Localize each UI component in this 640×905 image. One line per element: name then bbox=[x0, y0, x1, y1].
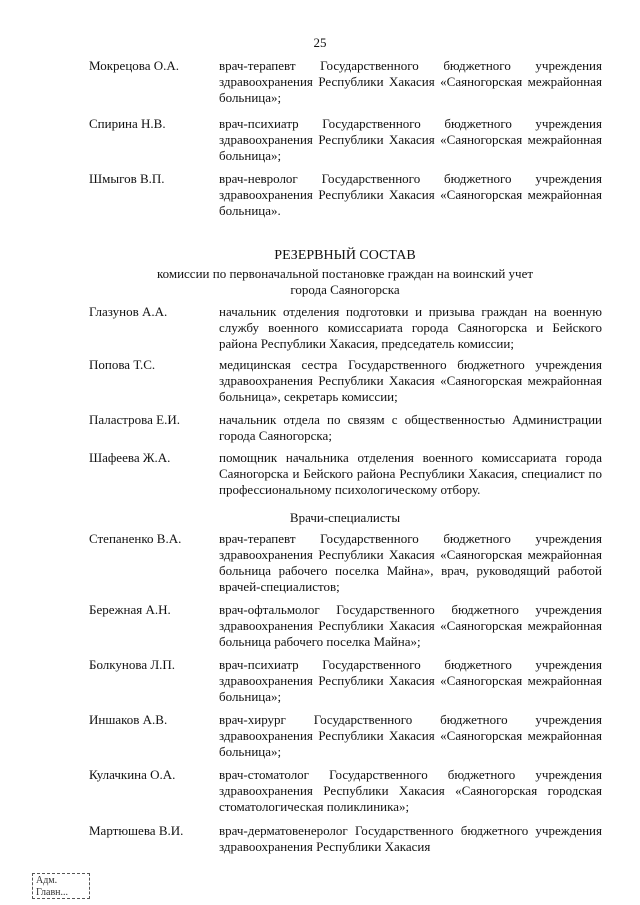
member-name: Мокрецова О.А. bbox=[89, 58, 180, 73]
stamp-text: Главн... bbox=[36, 887, 69, 898]
member-position: врач-невролог Государственного бюджетного учреждения здравоохранения Республики Хакасия «Саяногорская межрайонная больница». bbox=[219, 171, 602, 218]
member-entry bbox=[89, 412, 602, 444]
member-position: врач-хирург Государственного бюджетного учреждения здравоохранения Республики Хакасия «Саяногорская межрайонная больница»; bbox=[219, 712, 602, 759]
page-number: 25 bbox=[313, 35, 327, 50]
member-name: Мартюшева В.И. bbox=[89, 823, 184, 838]
member-entry bbox=[89, 116, 602, 164]
member-entry bbox=[89, 58, 602, 106]
member-entry bbox=[89, 657, 602, 705]
member-name: Степаненко В.А. bbox=[89, 531, 182, 546]
member-position: врач-стоматолог Государственного бюджетного учреждения здравоохранения Республики Хакасия «Саяногорская городская стоматологическая поликлиника»; bbox=[219, 767, 602, 814]
member-name: Кулачкина О.А. bbox=[89, 767, 176, 782]
member-name: Иншаков А.В. bbox=[89, 712, 168, 727]
doctors-heading: Врачи-специалисты bbox=[289, 510, 401, 525]
member-position: врач-терапевт Государственного бюджетного учреждения здравоохранения Республики Хакасия «Саяногорская межрайонная больница»; bbox=[219, 58, 602, 105]
member-position: врач-дерматовенеролог Государственного бюджетного учреждения здравоохранения Республики Хакасия bbox=[219, 823, 602, 854]
member-position: медицинская сестра Государственного бюджетного учреждения здравоохранения Республики Хакасия «Саяногорская межрайонная больница», секретарь комиссии; bbox=[219, 357, 602, 404]
member-position: начальник отдела по связям с общественностью Администрации города Саяногорска; bbox=[219, 412, 602, 443]
member-entry bbox=[89, 357, 602, 405]
member-name: Глазунов А.А. bbox=[89, 304, 168, 319]
member-position: врач-офтальмолог Государственного бюджетного учреждения здравоохранения Республики Хакасия «Саяногорская межрайонная больница рабочего поселка Майна»; bbox=[219, 602, 602, 649]
reserve-subtitle: комиссии по первоначальной постановке граждан на воинский учет bbox=[156, 266, 534, 281]
reserve-title: РЕЗЕРВНЫЙ СОСТАВ bbox=[274, 248, 416, 263]
stamp-text: Адм. bbox=[36, 875, 58, 886]
member-entry bbox=[89, 767, 602, 815]
member-position: начальник отделения подготовки и призыва граждан на военную службу военного комиссариата города Саяногорска и Бейского района Республики Хакасия, председатель комиссии; bbox=[219, 304, 602, 351]
member-name: Шафеева Ж.А. bbox=[89, 450, 171, 465]
member-entry bbox=[89, 531, 602, 595]
member-name: Паластрова Е.И. bbox=[89, 412, 180, 427]
member-name: Болкунова Л.П. bbox=[89, 657, 176, 672]
member-entry bbox=[89, 171, 602, 219]
reserve-subtitle: города Саяногорска bbox=[290, 282, 400, 297]
member-position: врач-психиатр Государственного бюджетного учреждения здравоохранения Республики Хакасия «Саяногорская межрайонная больница»; bbox=[219, 116, 602, 163]
member-position: врач-психиатр Государственного бюджетного учреждения здравоохранения Республики Хакасия «Саяногорская межрайонная больница»; bbox=[219, 657, 602, 704]
member-name: Шмыгов В.П. bbox=[89, 171, 165, 186]
member-entry bbox=[89, 304, 602, 352]
admin-stamp bbox=[32, 873, 90, 899]
member-name: Спирина Н.В. bbox=[89, 116, 166, 131]
member-position: врач-терапевт Государственного бюджетного учреждения здравоохранения Республики Хакасия «Саяногорская межрайонная больница рабочего поселка Майна», врач, руководящий работой врачей-специалистов; bbox=[219, 531, 602, 594]
member-entry bbox=[89, 712, 602, 760]
member-name: Бережная А.Н. bbox=[89, 602, 171, 617]
member-entry bbox=[89, 602, 602, 650]
member-entry bbox=[89, 823, 602, 855]
member-position: помощник начальника отделения военного комиссариата города Саяногорска и Бейского района Республики Хакасия, специалист по профессиональному психологическому отбору. bbox=[219, 450, 602, 497]
member-entry bbox=[89, 450, 602, 498]
member-name: Попова Т.С. bbox=[89, 357, 156, 372]
